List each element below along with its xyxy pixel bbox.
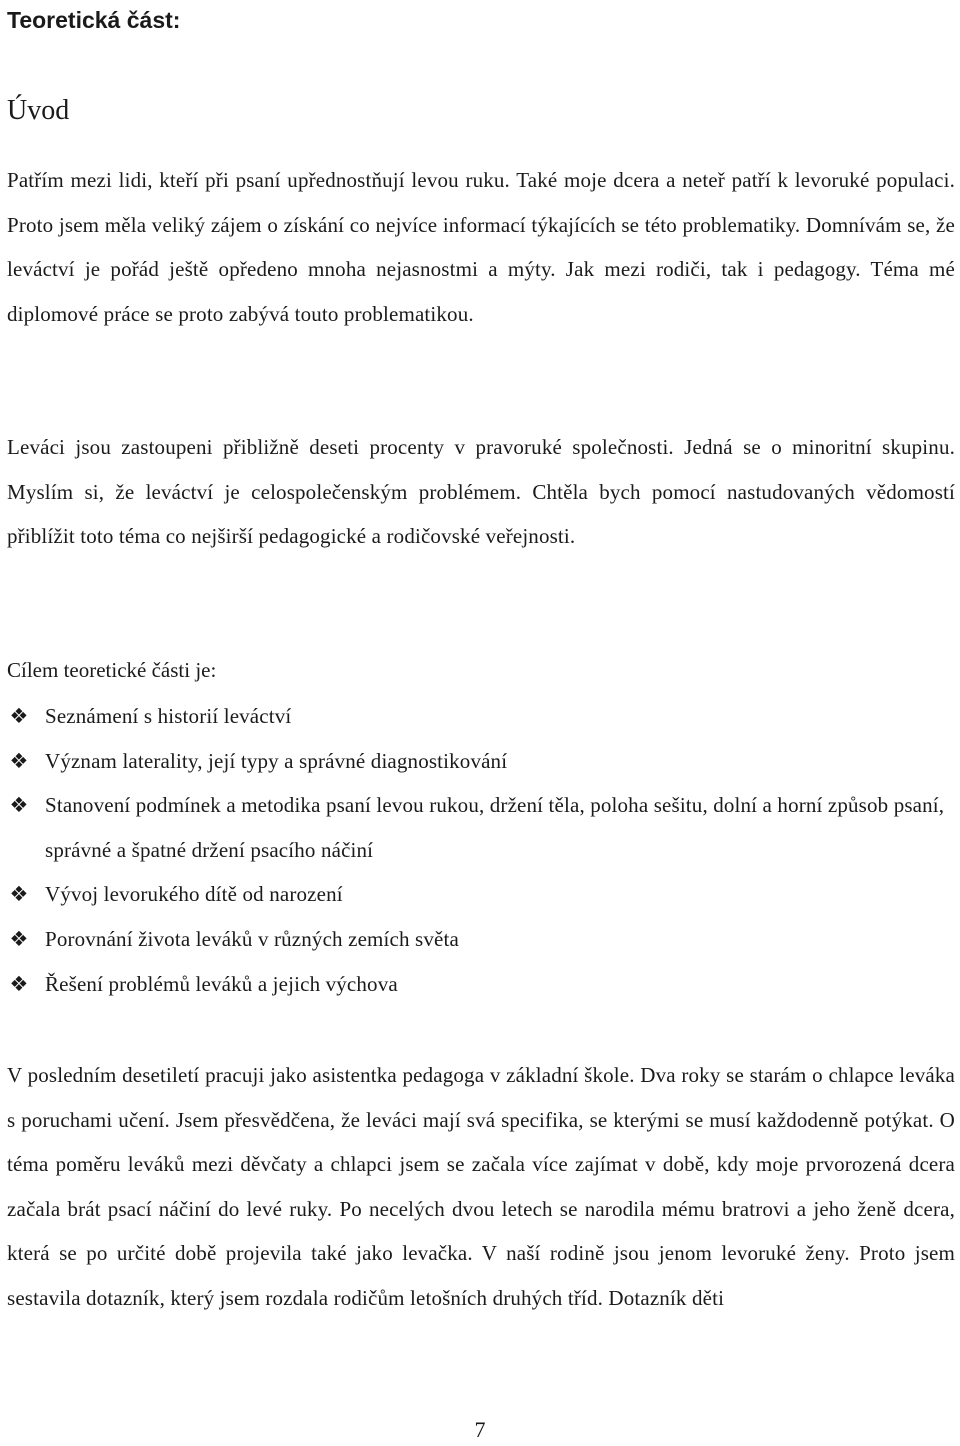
goal-item-text: Vývoj levorukého dítě od narození xyxy=(45,882,343,907)
goal-item xyxy=(7,962,955,1007)
intro-paragraph-2: Leváci jsou zastoupeni přibližně deseti procenty v pravoruké společnosti. Jedná se o minoritní skupinu. Myslím si, že leváctví je celospolečenským problémem. Chtěla bych pomocí nastudovaných vědomostí přiblížit toto téma co nejširší pedagogické a rodičovské veřejnosti. xyxy=(7,435,955,549)
goal-item-text: Stanovení podmínek a metodika psaní levou rukou, držení těla, poloha sešitu, dolní a horní způsob psaní, správné a špatné držení psacího náčiní xyxy=(45,793,945,862)
goal-item-text: Porovnání života leváků v různých zemích světa xyxy=(45,926,459,951)
goals-title: Cílem teoretické části je: xyxy=(7,658,217,682)
diamond-flower-bullet-icon: ❖ xyxy=(9,882,29,907)
closing-paragraph: V posledním desetiletí pracuji jako asistentka pedagoga v základní škole. Dva roky se starám o chlapce leváka s poruchami učení. Jsem přesvědčena, že leváci mají svá specifika, se kterými se musí každodenně potýkat. O téma poměru leváků mezi děvčaty a chlapci jsem se začala více zajímat v době, kdy moje prvorozená dcera začala brát psací náčiní do levé ruky. Po necelých dvou letech se narodila mému bratrovi a jeho ženě dcera, která se po určité době projevila také jako levačka. V naší rodině jsou jenom levoruké ženy. Proto jsem sestavila dotazník, který jsem rozdala rodičům letošních druhých tříd. Dotazník děti xyxy=(7,1063,955,1310)
goals-list xyxy=(7,694,955,1006)
section-title: Teoretická část: xyxy=(7,7,181,33)
page-number: 7 xyxy=(474,1417,486,1442)
goal-item xyxy=(7,783,955,872)
goal-item xyxy=(7,739,955,784)
goal-item xyxy=(7,694,955,739)
goal-item-text: Seznámení s historií leváctví xyxy=(45,704,292,728)
goal-item-text: Řešení problémů leváků a jejich výchova xyxy=(45,971,398,996)
subsection-title: Úvod xyxy=(7,95,70,126)
goal-item xyxy=(7,917,955,962)
diamond-flower-bullet-icon: ❖ xyxy=(9,793,29,818)
diamond-flower-bullet-icon: ❖ xyxy=(9,926,29,951)
diamond-flower-bullet-icon: ❖ xyxy=(9,971,29,996)
intro-paragraph-1: Patřím mezi lidi, kteří při psaní upřednostňují levou ruku. Také moje dcera a neteř patří k levoruké populaci. Proto jsem měla veliký zájem o získání co nejvíce informací týkajících se této problematiky. Domnívám se, že leváctví je pořád ještě opředeno mnoha nejasnostmi a mýty. Jak mezi rodiči, tak i pedagogy. Téma mé diplomové práce se proto zabývá touto problematikou. xyxy=(7,168,955,326)
goal-item xyxy=(7,872,955,917)
goal-item-text: Význam laterality, její typy a správné diagnostikování xyxy=(45,748,508,773)
diamond-flower-bullet-icon: ❖ xyxy=(9,704,29,728)
diamond-flower-bullet-icon: ❖ xyxy=(9,748,29,773)
